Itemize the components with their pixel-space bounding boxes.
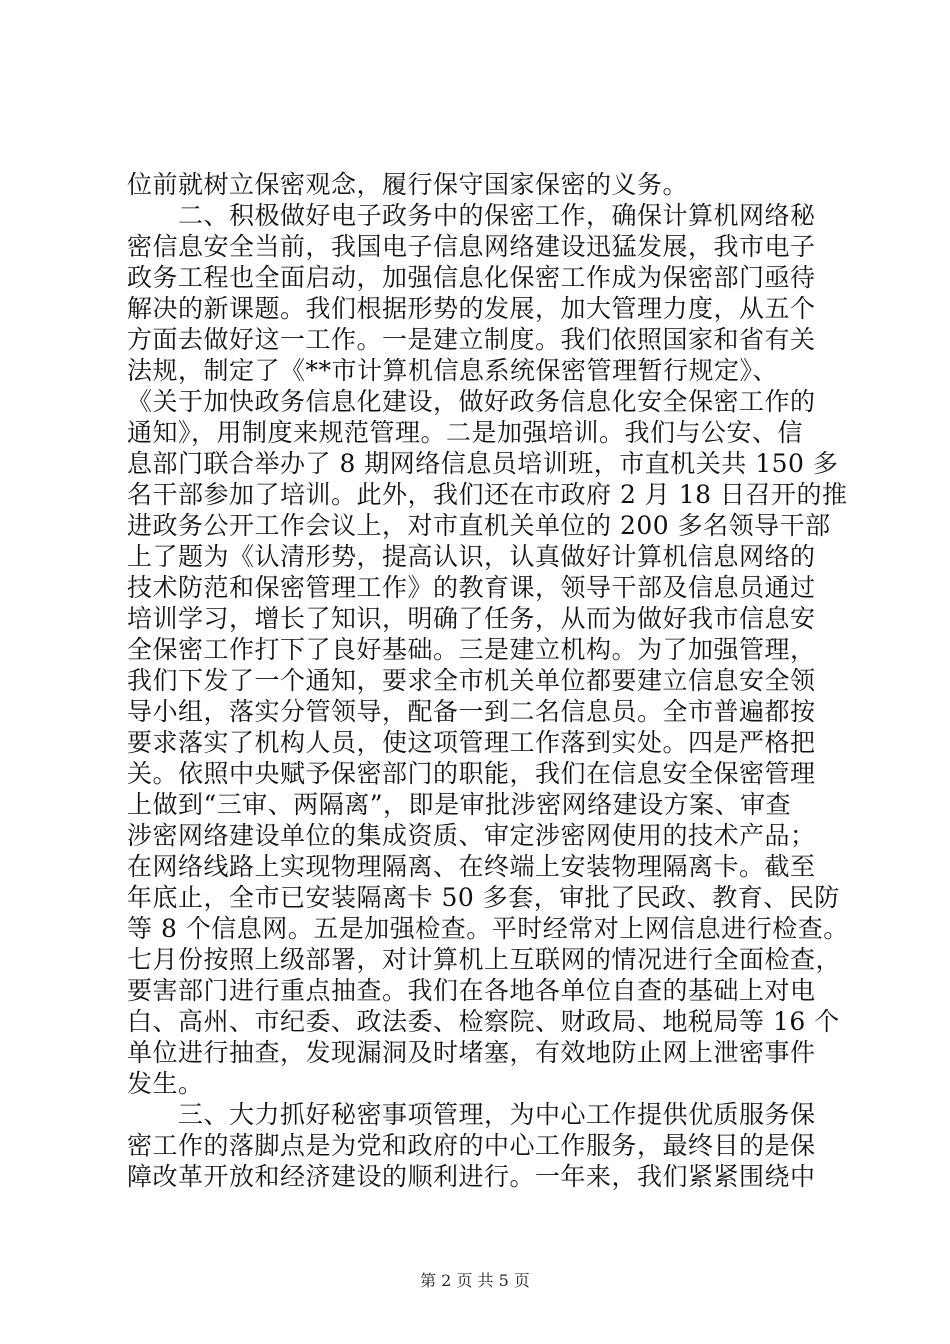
page-number-footer: 第 2 页 共 5 页: [420, 1271, 530, 1290]
text-line: 《关于加快政务信息化建设，做好政务信息化安全保密工作的: [127, 387, 816, 416]
text-line: 息部门联合举办了 8 期网络信息员培训班，市直机关共 150 多: [127, 449, 839, 478]
text-line: 三、大力抓好秘密事项管理，为中心工作提供优质服务保: [127, 1100, 816, 1129]
text-line: 单位进行抽查，发现漏洞及时堵塞，有效地防止网上泄密事件: [127, 1038, 816, 1067]
text-line: 我们下发了一个通知，要求全市机关单位都要建立信息安全领: [127, 666, 816, 695]
text-line: 法规，制定了《**市计算机信息系统保密管理暂行规定》、: [127, 356, 779, 385]
text-line: 位前就树立保密观念，履行保守国家保密的义务。: [127, 170, 689, 199]
text-line: 解决的新课题。我们根据形势的发展，加大管理力度，从五个: [127, 294, 816, 323]
text-line: 关。依照中央赋予保密部门的职能，我们在信息安全保密管理: [127, 759, 816, 788]
text-line: 上做到“三审、两隔离”，即是审批涉密网络建设方案、审查: [127, 790, 792, 819]
text-line: 导小组，落实分管领导，配备一到二名信息员。全市普遍都按: [127, 697, 816, 726]
text-line: 在网络线路上实现物理隔离、在终端上安装物理隔离卡。截至: [127, 852, 816, 881]
text-line: 七月份按照上级部署，对计算机上互联网的情况进行全面检查，: [127, 945, 842, 974]
text-line: 涉密网络建设单位的集成资质、审定涉密网使用的技术产品；: [127, 821, 816, 850]
text-line: 密工作的落脚点是为党和政府的中心工作服务，最终目的是保: [127, 1131, 816, 1160]
text-line: 要求落实了机构人员，使这项管理工作落到实处。四是严格把: [127, 728, 816, 757]
text-line: 技术防范和保密管理工作》的教育课，领导干部及信息员通过: [127, 573, 816, 602]
text-line: 通知》，用制度来规范管理。二是加强培训。我们与公安、信: [127, 418, 804, 447]
text-line: 培训学习，增长了知识，明确了任务，从而为做好我市信息安: [127, 604, 816, 633]
text-line: 进政务公开工作会议上，对市直机关单位的 200 多名领导干部: [127, 511, 831, 540]
text-line: 名干部参加了培训。此外，我们还在市政府 2 月 18 日召开的推: [127, 480, 848, 509]
text-line: 全保密工作打下了良好基础。三是建立机构。为了加强管理，: [127, 635, 816, 664]
text-line: 二、积极做好电子政务中的保密工作，确保计算机网络秘: [127, 201, 816, 230]
text-line: 年底止，全市已安装隔离卡 50 多套，审批了民政、教育、民防: [127, 883, 840, 912]
text-line: 政务工程也全面启动，加强信息化保密工作成为保密部门亟待: [127, 263, 816, 292]
text-line: 等 8 个信息网。五是加强检查。平时经常对上网信息进行检查。: [127, 914, 849, 943]
text-line: 上了题为《认清形势，提高认识，认真做好计算机信息网络的: [127, 542, 816, 571]
text-line: 白、高州、市纪委、政法委、检察院、财政局、地税局等 16 个: [127, 1007, 840, 1036]
text-line: 障改革开放和经济建设的顺利进行。一年来，我们紧紧围绕中: [127, 1162, 816, 1191]
text-line: 密信息安全当前，我国电子信息网络建设迅猛发展，我市电子: [127, 232, 816, 261]
text-line: 发生。: [127, 1069, 204, 1098]
text-line: 方面去做好这一工作。一是建立制度。我们依照国家和省有关: [127, 325, 816, 354]
text-line: 要害部门进行重点抽查。我们在各地各单位自查的基础上对电: [127, 976, 816, 1005]
